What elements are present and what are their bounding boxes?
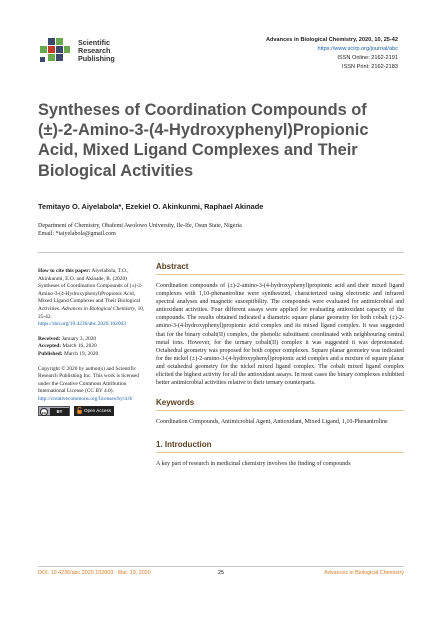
open-access-label: Open Access: [84, 407, 112, 413]
introduction-text: A key part of research in medicinal chemistry involves the finding of compounds: [156, 460, 351, 467]
footer-journal-name: Advances in Biological Chemistry: [324, 570, 404, 576]
keywords-text: Coordination Compounds, Antimicrobial Agent, Antioxidant, Mixed Ligand, 1,10-Phenantroline: [156, 419, 388, 426]
citation-label: How to cite this paper:: [38, 268, 91, 274]
license-badges: [38, 406, 146, 416]
scirp-logo-icon: [38, 36, 72, 66]
copyright-text: Copyright © 2020 by author(s) and Scientific Research Publishing Inc. This work is licensed under the Creative Commons Attribution International License (CC BY 4.0).: [38, 365, 139, 395]
footer-doi[interactable]: DOI: 10.4236/abc.2020.102003 Mar. 19, 2020: [38, 570, 151, 576]
affiliation-text: Department of Chemistry, Obafemi Awolowo University, Ile-Ife, Osun State, Nigeria: [38, 223, 242, 229]
citation-block: [38, 268, 146, 329]
keywords-heading: Keywords: [156, 398, 404, 411]
article-title: Syntheses of Coordination Compounds of (±)-2-Amino-3-(4-Hydroxyphenyl)Propionic Acid, Mixed Ligand Complexes and Their Biological Activities: [38, 101, 369, 180]
journal-url-link[interactable]: https://www.scirp.org/journal/abc: [317, 46, 398, 52]
received-date: Received: January 3, 2020: [38, 335, 97, 342]
license-url-link[interactable]: http://creativecommons.org/licenses/by/4.0/: [38, 395, 133, 402]
author-email[interactable]: Email: *taiyelabola@gmail.com: [38, 231, 116, 238]
cc-by-badge[interactable]: [38, 406, 70, 416]
author-affiliation: [38, 222, 242, 239]
header-divider: [38, 252, 404, 253]
citation-doi-link[interactable]: https://doi.org/10.4236/abc.2020.102003: [38, 321, 126, 328]
publisher-logo[interactable]: [38, 36, 158, 66]
citation-volume: 10, 25-42.: [38, 305, 145, 320]
license-block: [38, 366, 146, 416]
page-number: 25: [218, 570, 224, 576]
publisher-name: Scientific Research Publishing: [78, 38, 115, 64]
abstract-heading: Abstract: [156, 262, 404, 275]
author-list: Temitayo O. Aiyelabola*, Ezekiel O. Akinkunmi, Raphael Akinade: [38, 202, 264, 211]
footer-divider: [38, 566, 404, 567]
citation-text: Aiyelabola, T.O., Akinkunmi, E.O. and Akinade, R. (2020) Syntheses of Coordination Compounds of (±)-2-Amino-3-(4-Hydroxyphenyl)Propionic Acid, Mixed Ligand Complexes and Their Biological Activities.: [38, 268, 143, 312]
journal-citation: Advances in Biological Chemistry, 2020, 10, 25-42: [265, 37, 398, 43]
footer-date: Mar. 19, 2020: [117, 570, 151, 576]
accepted-date: Accepted: March 16, 2020: [38, 343, 97, 350]
journal-info: [266, 36, 398, 72]
introduction-heading: 1. Introduction: [156, 440, 404, 453]
published-date: Published: March 19, 2020: [38, 350, 99, 357]
dates-block: [38, 336, 146, 359]
cc-icon: cc: [41, 409, 47, 415]
abstract-text: Coordination compounds of (±)-2-amino-3-(4-hydroxyphenyl)propionic acid and their mixed ligand complexes with 1,10-phenantroline were synthesized, characterized using electronic and infrared spectral analyses and magnetic susceptibility. The compounds were evaluated for antimicrobial and antioxidant activities. Four different assays were applied for evaluating antioxidant capacity of the compounds. The results obtained indicated a diametric square planar geometry for both cobalt (±)-2-amino-3-(4-hydroxyphenyl)propionic acid complex and its mixed ligand complex. It was suggested that for the binary cobalt(II) complex, the phenolic substituent coordinated with neighbouring central metal ions. However, for the ternary cobalt(II) complex it was suggested it was deprotonated. Octahedral geometry was proposed for both copper complexes. Square planar geometry was indicated for the nickel (±)-2-amino-3-(4-hydroxyphenyl)propionic acid complex and a mixture of square planar and octahedral geometry for the nickel mixed ligand complex. The cobalt mixed ligand complex elicited the highest activity for all the antioxidant assays. In most cases the binary complexes exhibited better antimicrobial activities relative to their ternary counterparts.: [156, 283, 404, 387]
article-main: [156, 262, 404, 468]
citation-journal: Advances in Biological Chemistry,: [61, 305, 137, 312]
open-lock-icon: [77, 407, 82, 414]
open-access-badge[interactable]: [74, 406, 114, 416]
issn-print: ISSN Print: 2162-2183: [342, 64, 398, 70]
issn-online: ISSN Online: 2162-2191: [337, 55, 398, 61]
article-sidebar: [38, 268, 146, 423]
by-icon: BY: [50, 408, 69, 416]
